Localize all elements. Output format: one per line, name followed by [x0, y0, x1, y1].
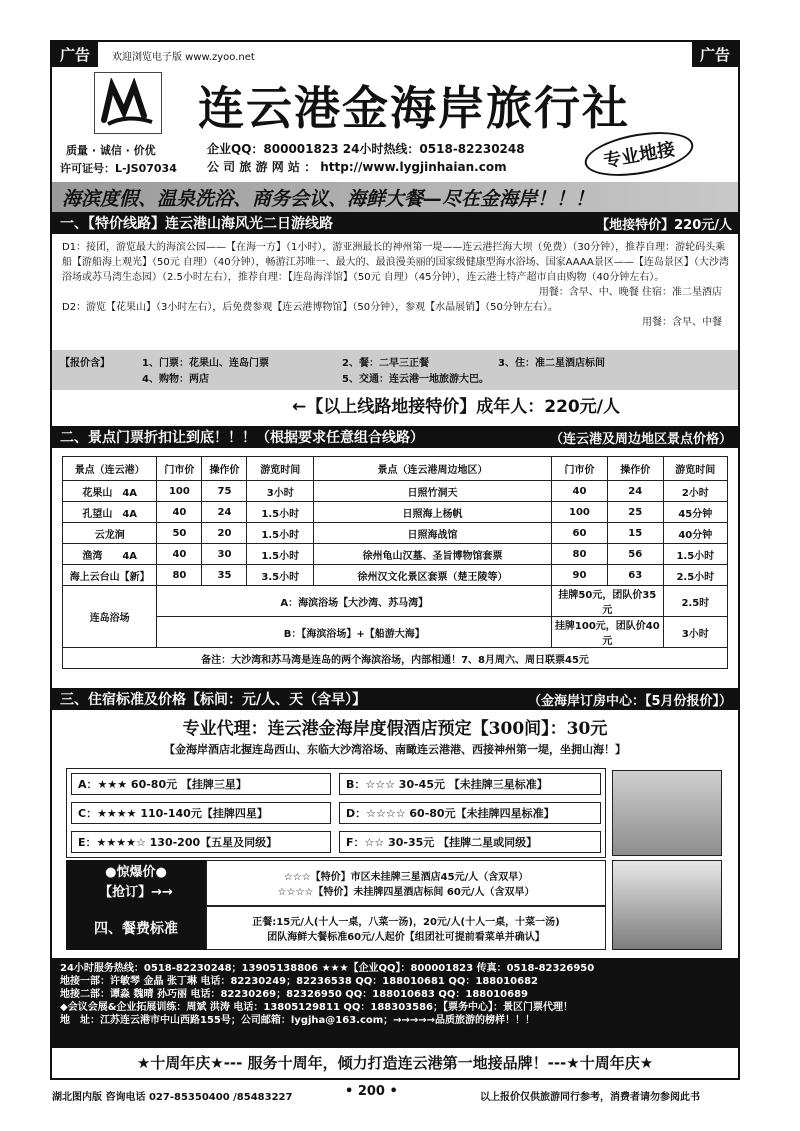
promo-badge	[66, 860, 206, 906]
table-cell: 25	[607, 502, 663, 523]
table-cell: B：【海滨浴场】+【船游大海】	[157, 617, 552, 648]
table-cell: A：海滨浴场【大沙湾、苏马湾】	[157, 586, 552, 617]
table-cell: 40分钟	[663, 523, 727, 544]
table-cell: 挂牌50元，团队价35元	[552, 586, 664, 617]
column-header: 操作价	[607, 457, 663, 481]
table-cell: 15	[607, 523, 663, 544]
table-cell: 45分钟	[663, 502, 727, 523]
promo-line: ☆☆☆☆【特价】未挂牌四星酒店标间 60元/人（含双早）	[277, 887, 535, 898]
table-row	[63, 481, 728, 502]
ad-label: 广告	[52, 42, 98, 67]
column-header: 门市价	[552, 457, 608, 481]
hotel-option: B：☆☆☆ 30-45元 【未挂牌三星标准】	[339, 773, 601, 795]
table-row	[63, 565, 728, 586]
meal-section-title: 四、餐费标准	[66, 906, 206, 950]
table-row	[63, 586, 728, 617]
table-cell: 56	[607, 544, 663, 565]
table-row	[63, 648, 728, 669]
table-cell: 80	[552, 544, 608, 565]
slogan: 质量 · 诚信 · 价优	[66, 144, 156, 157]
section-note: （金海岸订房中心：【5月份报价】）	[527, 693, 732, 709]
hotel-price-grid	[66, 768, 606, 858]
page-number: • 200 •	[345, 1084, 398, 1099]
agency-block	[52, 714, 738, 757]
license-number: 许可证号：L-JS07034	[60, 162, 177, 175]
advertisement-page	[50, 40, 740, 1080]
website-line: 公 司 旅 游 网 站 ： http://www.lygjinhaian.com	[207, 160, 507, 174]
table-cell: 63	[607, 565, 663, 586]
promo-line: ☆☆☆【特价】市区未挂牌三星酒店45元/人（含双早）	[283, 872, 529, 883]
table-cell: 1.5小时	[247, 523, 314, 544]
special-price-line: ←【以上线路地接特价】成年人：220元/人	[292, 397, 620, 417]
hotel-option: D：☆☆☆☆ 60-80元【未挂牌四星标准】	[339, 802, 601, 824]
quote-label: 【报价含】	[60, 358, 110, 369]
table-row	[63, 544, 728, 565]
table-cell: 挂牌100元，团队价40元	[552, 617, 664, 648]
section-price: 【地接特价】220元/人	[596, 217, 732, 233]
itinerary	[62, 240, 732, 330]
table-cell: 1.5小时	[663, 544, 727, 565]
table-cell: 1.5小时	[247, 544, 314, 565]
hotel-option: E：★★★★☆ 130-200【五星及同级】	[71, 831, 331, 853]
day2-text: D2：游览【花果山】（3小时左右），后免费参观【连云港博物馆】（50分钟），参观【水晶展销】（50分钟左右）。	[62, 302, 558, 313]
anniversary-banner: ★十周年庆★--- 服务十周年，倾力打造连云港第一地接品牌！---★十周年庆★	[136, 1054, 654, 1072]
table-cell: 2小时	[663, 481, 727, 502]
day1-text: D1：接团，游览最大的海滨公园——【在海一方】（1小时），游亚洲最长的神州第一堤——连云港拦海大坝（免费）（30分钟），推荐自理：游轮码头乘船【游船海上观光】（50元 自理）（40分钟），畅游江苏唯一、最大的、最浪漫美丽的国家级健康型海水浴场、国家AAAA景区——【连岛景区】（大沙湾浴场或苏马湾生态园）（2.5小时左右），推荐自理：【连岛海洋馆】（50元 自理）（45分钟），连云港土特产超市自由购物（40分钟左右）。	[62, 242, 729, 283]
table-cell: 日照竹洞天	[313, 481, 551, 502]
table-cell: 40	[157, 502, 202, 523]
section-title: 一、【特价线路】连云港山海风光二日游线路	[60, 216, 333, 232]
table-cell: 花果山 4A	[63, 481, 157, 502]
table-cell: 日照海上杨帆	[313, 502, 551, 523]
table-cell: 24	[202, 502, 247, 523]
table-cell: 徐州汉文化景区套票（楚王陵等）	[313, 565, 551, 586]
table-note: 备注：大沙湾和苏马湾是连岛的两个海滨浴场，内部相通！7、8月周六、周日联票45元	[63, 648, 728, 669]
column-header: 游览时间	[247, 457, 314, 481]
ticket-price-table	[62, 456, 728, 669]
table-cell: 60	[552, 523, 608, 544]
table-cell: 40	[552, 481, 608, 502]
table-row	[63, 502, 728, 523]
headline-banner: 海滨度假、温泉洗浴、商务会议、海鲜大餐—尽在金海岸！！！	[52, 182, 738, 212]
section-header	[52, 426, 738, 448]
section-header	[52, 688, 738, 710]
table-cell: 2.5小时	[663, 565, 727, 586]
table-cell: 100	[157, 481, 202, 502]
table-cell: 徐州龟山汉墓、圣旨博物馆套票	[313, 544, 551, 565]
seaside-pier-photo	[612, 860, 722, 950]
quote-item: 1、门票：花果山、连岛门票	[142, 358, 269, 369]
table-cell: 云龙涧	[63, 523, 157, 544]
table-cell: 3小时	[247, 481, 314, 502]
company-title: 连云港金海岸旅行社	[198, 81, 630, 135]
table-cell: 90	[552, 565, 608, 586]
quote-item: 3、住：准二星酒店标间	[498, 358, 605, 369]
quote-item: 2、餐：二早三正餐	[342, 358, 429, 369]
section-title: 三、住宿标准及价格【标间：元/人、天（含早）】	[60, 692, 367, 708]
meal-details	[206, 906, 606, 950]
footer-line: 地接二部：谭淼 魏晴 孙巧丽 电话：82230269；82326950 QQ：188010683 QQ：188010689	[60, 989, 528, 1000]
table-cell: 24	[607, 481, 663, 502]
agency-title: 专业代理：连云港金海岸度假酒店预定【300间】：30元	[182, 719, 608, 739]
column-header: 游览时间	[663, 457, 727, 481]
agency-description: 【金海岸酒店北握连岛西山、东临大沙湾浴场、南瞰连云港港、西接神州第一堤，坐拥山海！】	[164, 743, 626, 756]
section-header	[52, 212, 738, 234]
table-cell: 50	[157, 523, 202, 544]
meal-line: 团队海鲜大餐标准60元/人起价【组团社可提前看菜单并确认】	[267, 932, 545, 943]
section-note: （连云港及周边地区景点价格）	[549, 431, 732, 447]
column-header: 操作价	[202, 457, 247, 481]
table-cell: 40	[157, 544, 202, 565]
ad-url: 欢迎浏览电子版 www.zyoo.net	[112, 52, 255, 63]
day1-meals: 用餐：含早、中、晚餐 住宿：准二星酒店	[538, 287, 722, 298]
table-cell: 80	[157, 565, 202, 586]
table-cell: 3小时	[663, 617, 727, 648]
table-row	[63, 617, 728, 648]
promo-subtitle: 【抢订】→→	[99, 885, 173, 900]
hotel-option: C：★★★★ 110-140元【挂牌四星】	[71, 802, 331, 824]
footer-line: 24小时服务热线：0518-82230248；13905138806 ★★★【企业QQ】：800001823 传真：0518-82326950	[60, 963, 595, 974]
table-cell: 30	[202, 544, 247, 565]
hotel-room-photo	[612, 770, 722, 856]
table-cell: 海上云台山【新】	[63, 565, 157, 586]
table-cell: 渔湾 4A	[63, 544, 157, 565]
column-header: 景点（连云港周边地区）	[313, 457, 551, 481]
stamp-badge: 专业地接	[581, 125, 696, 183]
table-cell: 75	[202, 481, 247, 502]
table-cell: 2.5时	[663, 586, 727, 617]
meal-line: 正餐:15元/人(十人一桌，八菜一汤)，20元/人(十人一桌，十菜一汤)	[252, 917, 560, 928]
footer-line: 地 址：江苏连云港市中山西路155号；公司邮箱：lygjha@163.com；→→→→→品质旅游的榜样！！！	[60, 1015, 536, 1026]
table-cell: 孔望山 4A	[63, 502, 157, 523]
hotel-option: F：☆☆ 30-35元 【挂牌二星或同级】	[339, 831, 601, 853]
disclaimer: 以上报价仅供旅游同行参考，消费者请勿参阅此书	[480, 1092, 700, 1103]
column-header: 门市价	[157, 457, 202, 481]
section-title: 二、景点门票折扣让到底！！！（根据要求任意组合线路）	[60, 430, 424, 446]
table-header-row	[63, 457, 728, 481]
table-cell: 日照海战馆	[313, 523, 551, 544]
footer-line: ◆会议会展&企业拓展训练：周斌 洪涛 电话：13805129811 QQ：188303586；【票务中心】：景区门票代理！	[60, 1002, 574, 1013]
table-cell: 3.5小时	[247, 565, 314, 586]
table-cell: 20	[202, 523, 247, 544]
quote-item: 5、交通：连云港一地旅游大巴。	[342, 374, 489, 385]
quote-box	[52, 350, 738, 390]
table-cell: 100	[552, 502, 608, 523]
logo-mark-icon	[98, 78, 158, 128]
day2-meals: 用餐：含早、中餐	[642, 317, 722, 328]
table-row	[63, 523, 728, 544]
footer-line: 地接一部：许敏琴 金晶 张丁琳 电话：82230249；82236538 QQ：188010681 QQ：188010682	[60, 976, 538, 987]
hotel-option: A：★★★ 60-80元 【挂牌三星】	[71, 773, 331, 795]
table-cell: 35	[202, 565, 247, 586]
column-header: 景点（连云港）	[63, 457, 157, 481]
contact-footer	[52, 958, 738, 1048]
promo-title: ●惊爆价●	[105, 865, 167, 880]
company-logo	[94, 72, 162, 134]
table-cell: 1.5小时	[247, 502, 314, 523]
publisher-info: 湖北图内版 咨询电话 027-85350400 /85483227	[52, 1092, 293, 1103]
promo-details	[206, 860, 606, 906]
table-cell: 连岛浴场	[63, 586, 157, 648]
quote-item: 4、购物：两店	[142, 374, 209, 385]
ad-label-right: 广告	[692, 42, 738, 67]
contact-line: 企业QQ：800001823 24小时热线：0518-82230248	[207, 142, 525, 156]
